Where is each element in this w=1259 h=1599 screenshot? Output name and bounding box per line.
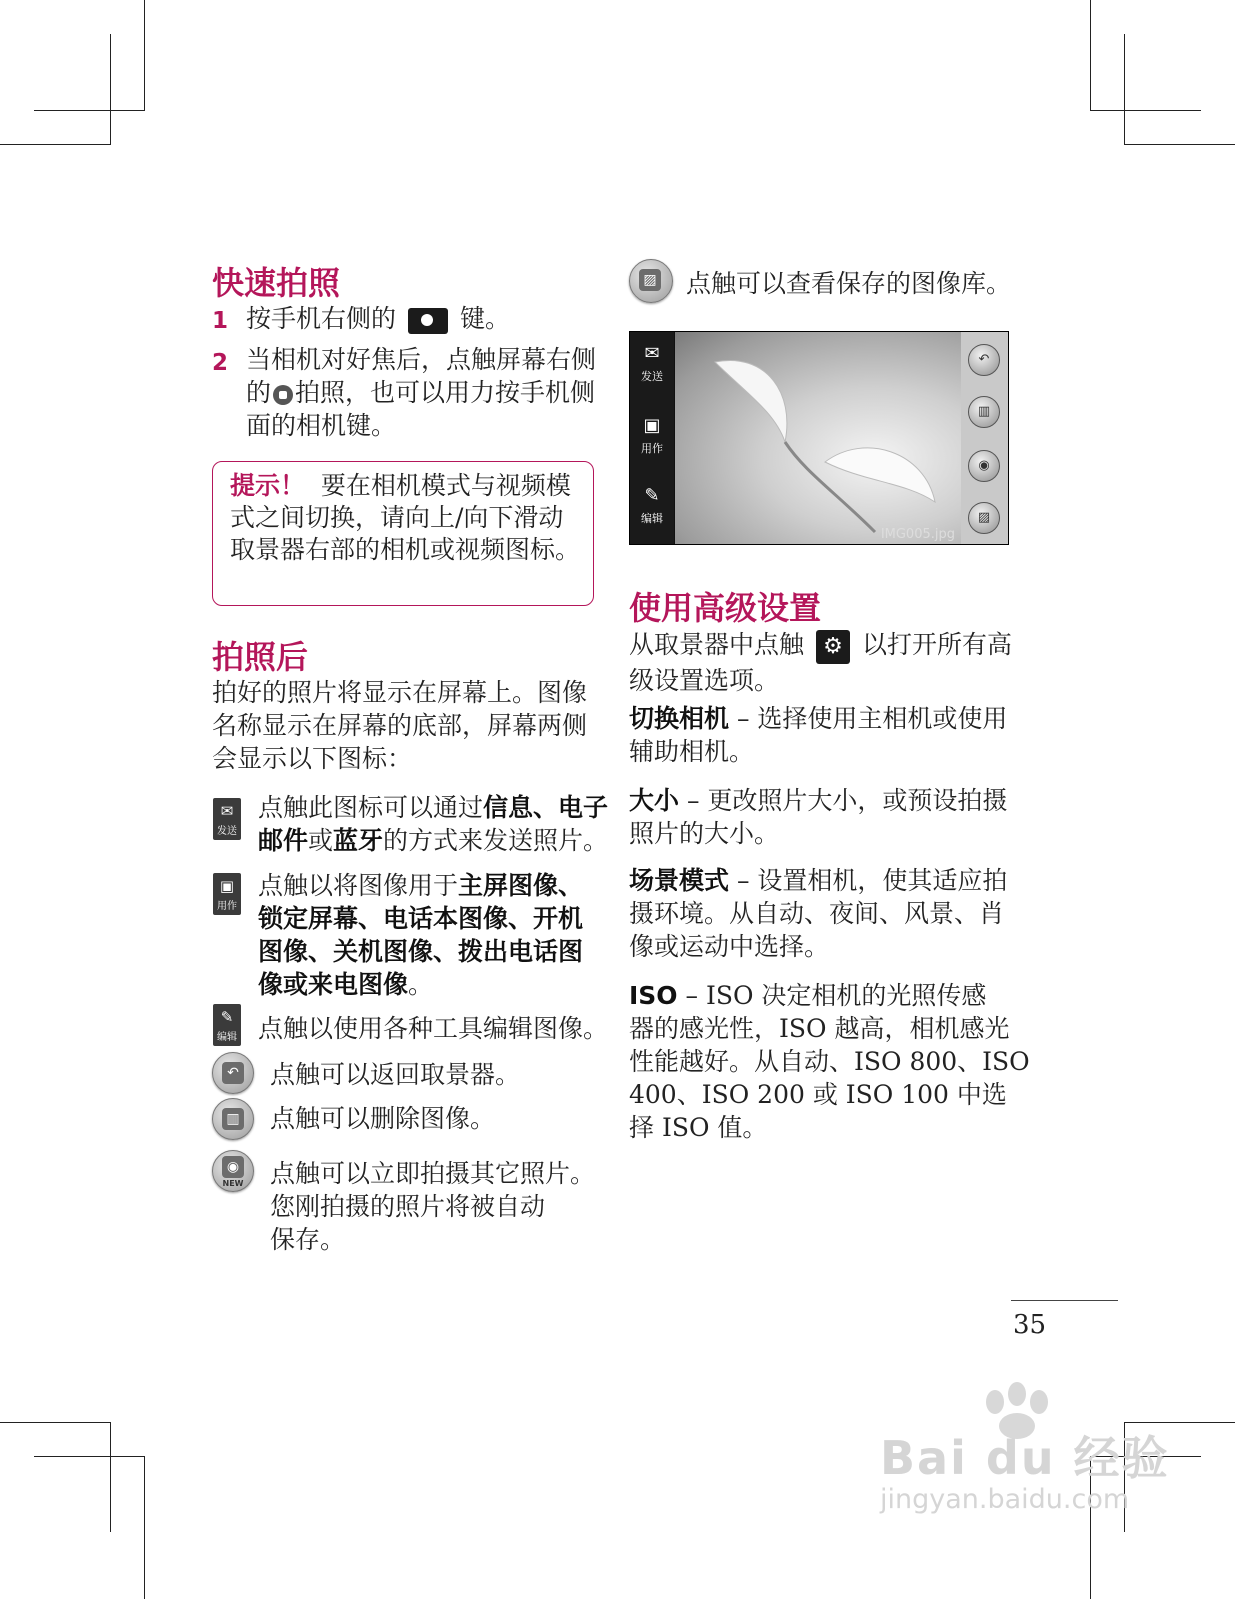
crop-mark	[34, 110, 145, 111]
edit-icon: ✎ 编辑	[213, 1004, 241, 1046]
gallery-icon: ▨	[629, 259, 673, 303]
tip-label: 提示！	[230, 471, 306, 500]
step-number: 2	[212, 350, 229, 376]
crop-mark	[110, 34, 111, 144]
section-title-after-shot: 拍照后	[212, 638, 309, 676]
new-photo-icon: ◉ NEW	[212, 1150, 254, 1192]
shutter-icon	[273, 385, 293, 405]
crop-mark	[0, 144, 111, 145]
new-photo-description: 点触可以立即拍摄其它照片。 您刚拍摄的照片将被自动 保存。	[270, 1159, 596, 1254]
flower-illustration	[675, 332, 961, 544]
screenshot-edit-button: ✎ 编辑	[641, 485, 663, 525]
back-icon: ↶	[212, 1052, 254, 1094]
tip-line: 要在相机模式与视频模	[320, 471, 571, 500]
step-1-part-b: 键。	[460, 304, 511, 333]
baidu-watermark	[880, 1380, 1210, 1520]
back-description: 点触可以返回取景器。	[270, 1060, 521, 1089]
crop-mark	[1090, 110, 1201, 111]
screenshot-use-as-button: ▣ 用作	[641, 415, 663, 455]
after-shot-intro: 拍好的照片将显示在屏幕上。图像 名称显示在屏幕的底部，屏幕两侧 会显示以下图标：	[212, 678, 588, 773]
gear-icon: ⚙	[816, 630, 850, 664]
screenshot-right-bar	[961, 332, 1008, 544]
tip-text	[230, 470, 580, 566]
preview-photo	[675, 332, 961, 544]
switch-camera-item: 切换相机 – 选择使用主相机或使用 辅助相机。	[629, 704, 1008, 766]
crop-mark	[0, 1422, 111, 1423]
use-as-description: 点触以将图像用于主屏图像、 锁定屏幕、电话本图像、开机 图像、关机图像、拨出电话图 像或来电图像。	[258, 871, 584, 999]
trash-icon: ▥	[212, 1098, 254, 1140]
edit-description: 点触以使用各种工具编辑图像。	[258, 1014, 609, 1043]
filename-label: IMG005.jpg	[880, 527, 955, 542]
step-2-part: 的	[246, 378, 272, 407]
crop-mark	[144, 1456, 145, 1599]
screenshot-back-icon: ↶	[968, 344, 1000, 376]
advanced-intro: 从取景器中点触 ⚙ 以打开所有高 级设置选项。	[629, 630, 1013, 695]
crop-mark	[34, 1456, 145, 1457]
tip-line: 取景器右部的相机或视频图标。	[230, 535, 581, 564]
delete-description: 点触可以删除图像。	[270, 1104, 496, 1133]
step-2-text	[246, 343, 596, 442]
gallery-description: 点触可以查看保存的图像库。	[686, 269, 1012, 298]
iso-item: ISO – ISO 决定相机的光照传感 器的感光性，ISO 越高，相机感光 性能越好。从自动、ISO 800、ISO 400、ISO 200 或 ISO 100 中选 择 ISO 值。	[629, 981, 1030, 1142]
step-2-line: 面的相机键。	[246, 411, 397, 440]
crop-mark	[1090, 0, 1091, 110]
crop-mark	[1124, 34, 1125, 144]
crop-mark	[1124, 144, 1235, 145]
page-number-rule	[1011, 1300, 1118, 1301]
watermark-brand: Bai du 经验	[880, 1431, 1170, 1485]
step-2-line: 当相机对好焦后，点触屏幕右侧	[246, 345, 597, 374]
tip-line: 式之间切换，请向上/向下滑动	[230, 503, 564, 532]
camera-key-icon	[408, 308, 448, 334]
step-number: 1	[212, 308, 229, 334]
send-description: 点触此图标可以通过信息、电子 邮件或蓝牙的方式来发送照片。	[258, 793, 609, 855]
step-2-part: 拍照，也可以用力按手机侧	[295, 378, 596, 407]
screenshot-gallery-icon: ▨	[968, 502, 1000, 534]
section-title-quick-photo: 快速拍照	[212, 264, 341, 302]
screenshot-new-photo-icon: ◉	[968, 450, 1000, 482]
screenshot-send-button: ✉ 发送	[641, 343, 663, 383]
use-as-icon: ▣ 用作	[213, 873, 241, 915]
step-1-text	[246, 302, 510, 335]
screenshot-left-bar	[630, 332, 674, 544]
scene-mode-item: 场景模式 – 设置相机，使其适应拍 摄环境。从自动、夜间、风景、肖 像或运动中选择。	[629, 866, 1008, 961]
step-1-part-a: 按手机右侧的	[246, 304, 397, 333]
page-number: 35	[1013, 1310, 1047, 1340]
section-title-advanced-settings: 使用高级设置	[629, 589, 822, 627]
crop-mark	[110, 1422, 111, 1532]
crop-mark	[144, 0, 145, 110]
camera-review-screenshot	[629, 331, 1009, 545]
watermark-url: jingyan.baidu.com	[880, 1484, 1130, 1515]
size-item: 大小 – 更改照片大小，或预设拍摄 照片的大小。	[629, 786, 1008, 848]
screenshot-trash-icon: ▥	[968, 396, 1000, 428]
send-icon: ✉ 发送	[213, 798, 241, 840]
